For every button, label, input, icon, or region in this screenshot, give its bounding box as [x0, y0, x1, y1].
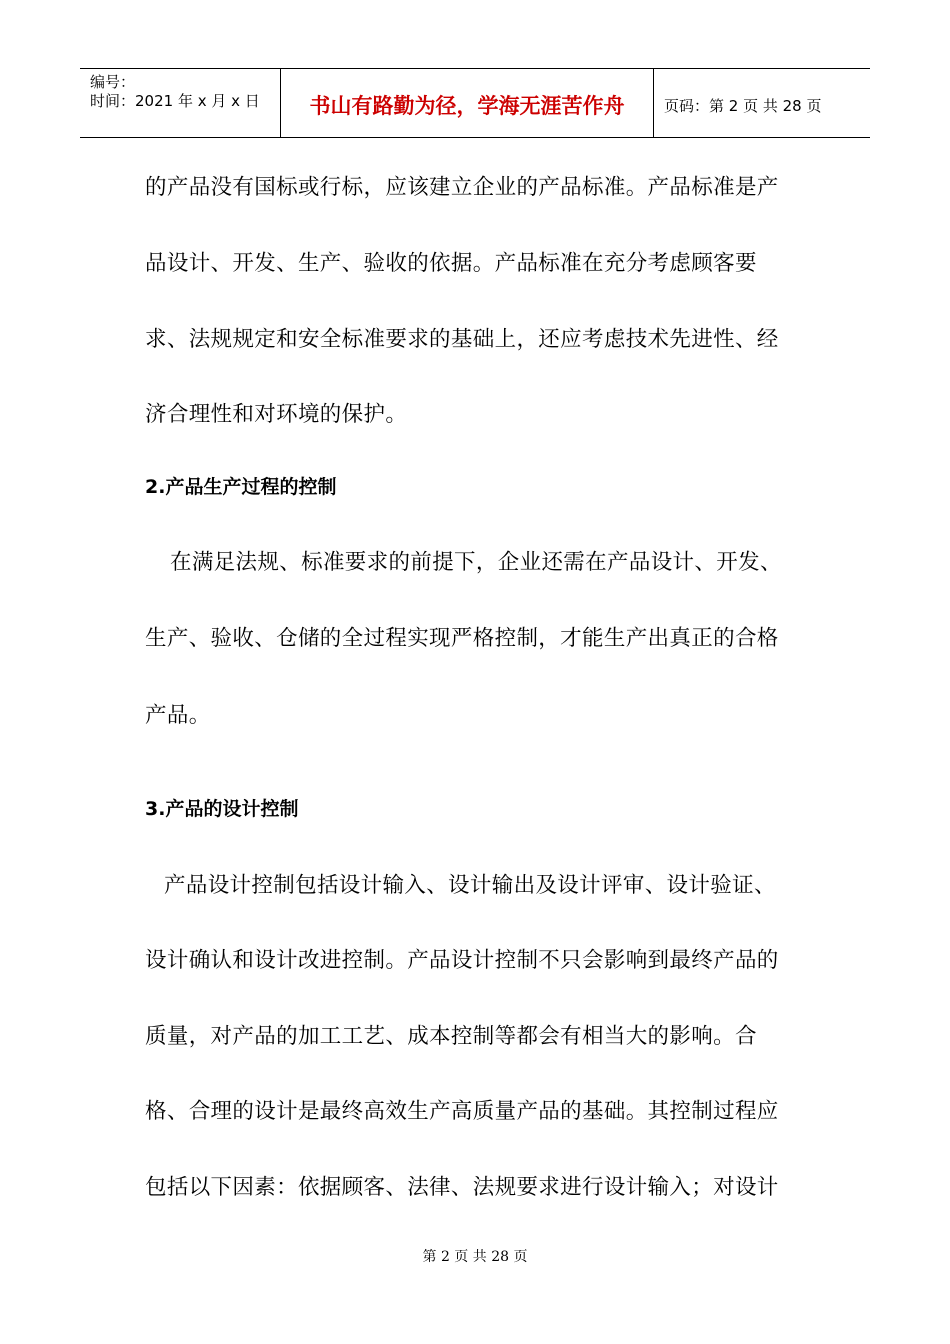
body-line: 品设计、开发、生产、验收的依据。产品标准在充分考虑顾客要 [145, 251, 757, 276]
page-footer: 第 2 页 共 28 页 [422, 1249, 528, 1265]
body-line: 格、合理的设计是最终高效生产高质量产品的基础。其控制过程应 [145, 1099, 779, 1124]
document-number-label: 编号： [90, 73, 136, 91]
header-motto: 书山有路勤为径，学海无涯苦作舟 [281, 69, 654, 137]
header-page-info: 页码：第 2 页 共 28 页 [664, 96, 822, 115]
section-heading: 2.产品生产过程的控制 [145, 476, 337, 498]
body-line: 济合理性和对环境的保护。 [145, 402, 408, 427]
body-line: 求、法规规定和安全标准要求的基础上，还应考虑技术先进性、经 [145, 327, 779, 352]
body-line: 质量，对产品的加工工艺、成本控制等都会有相当大的影响。合 [145, 1024, 757, 1049]
body-line: 产品设计控制包括设计输入、设计输出及设计评审、设计验证、 [164, 873, 776, 898]
body-line: 的产品没有国标或行标，应该建立企业的产品标准。产品标准是产 [145, 175, 779, 200]
body-line: 包括以下因素：依据顾客、法律、法规要求进行设计输入；对设计 [145, 1175, 779, 1200]
document-header [80, 68, 870, 138]
body-line: 设计确认和设计改进控制。产品设计控制不只会影响到最终产品的 [145, 948, 779, 973]
body-line: 生产、验收、仓储的全过程实现严格控制，才能生产出真正的合格 [145, 626, 779, 651]
document-date: 时间：2021 年 x 月 x 日 [90, 92, 260, 110]
section-heading: 3.产品的设计控制 [145, 798, 299, 820]
body-line: 在满足法规、标准要求的前提下，企业还需在产品设计、开发、 [170, 550, 782, 575]
header-meta [80, 69, 281, 137]
body-line: 产品。 [145, 703, 211, 728]
